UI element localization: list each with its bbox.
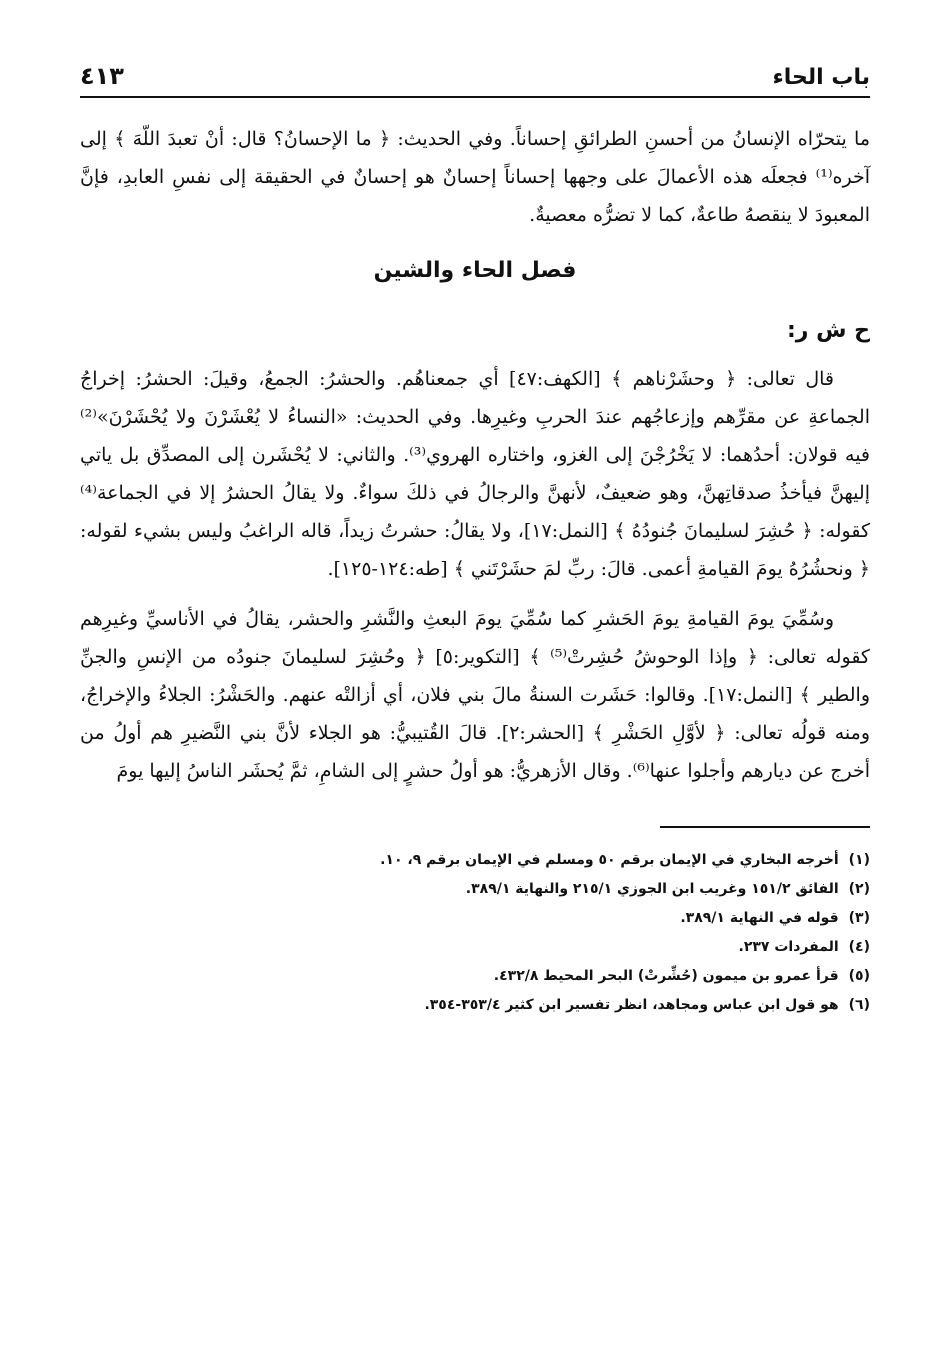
footnote-item	[80, 933, 870, 962]
page-header	[80, 40, 870, 98]
footnotes	[80, 846, 870, 1020]
footnote-item	[80, 846, 870, 875]
chapter-title: باب الحاء	[772, 65, 870, 90]
footnote-item	[80, 991, 870, 1020]
footnote-number: (٣)	[848, 910, 870, 926]
section-title: فصل الحاء والشين	[373, 258, 577, 283]
body-paragraph: وسُمِّيَ يومَ القيامةِ يومَ الحَشرِ كما سُمِّيَ يومَ البعثِ والنَّشرِ والحشر، يقالُ في الأناسيِّ وغيرِهم كقوله تعالى: ﴿ وإذا الوحوشُ حُشِرتْ⁽⁵⁾ ﴾ [التكوير:٥] ﴿ وحُشِرَ لسليمانَ جنودُه من الإنسِ والجنِّ والطير ﴾ [النمل:١٧]. وقالوا: حَشَرت السنةُ مالَ بني فلان، أي أزالتْه عنهم. والحَشْرُ: الجلاءُ والإخراجُ، ومنه قولُه تعالى: ﴿ لأوَّلِ الحَشْرِ ﴾ [الحشر:٢]. قالَ القُتيبيُّ: هو الجلاء لأنَّ بني النَّضيرِ هم أولُ من أخرج عن ديارهم وأجلوا عنها⁽⁶⁾. وقال الأزهريُّ: هو أولُ حشرٍ إلى الشامِ، ثمَّ يُحشَر الناسُ إليها يومَ	[80, 608, 871, 782]
footnote-number: (٤)	[848, 939, 870, 955]
footnote-divider	[660, 826, 870, 828]
footnote-item	[80, 962, 870, 991]
footnote-number: (١)	[848, 852, 870, 868]
footnote-text: هو قول ابن عباس ومجاهد، انظر تفسير ابن كثير ٣٥٣/٤-٣٥٤.	[424, 997, 839, 1013]
footnote-item	[80, 875, 870, 904]
footnote-text: قوله في النهاية ٣٨٩/١.	[680, 910, 839, 926]
body-paragraph: قال تعالى: ﴿ وحشَرْناهم ﴾ [الكهف:٤٧] أي جمعناهُم. والحشرُ: الجمعُ، وقيلَ: الحشرُ: إخراجُ الجماعةِ عن مقرِّهم وإزعاجُهم عندَ الحربِ وغيرِها. وفي الحديث: «النساءُ لا يُعْشَرْنَ ولا يُحْشَرْنَ»⁽²⁾ فيه قولان: أحدُهما: لا يَخْرُجْنَ إلى الغزو، واختاره الهروي⁽³⁾. والثاني: لا يُحْشَرن إلى المصدِّق بل ياتي إليهنَّ فيأخذُ صدقاتِهنَّ، وهو ضعيفٌ، لأنهنَّ والرجالُ في ذلكَ سواءٌ. ولا يقالُ الحشرُ إلا في الجماعة⁽⁴⁾ كقوله: ﴿ حُشِرَ لسليمانَ جُنودُهُ ﴾ [النمل:١٧]، ولا يقالُ: حشرتُ زيداً، قاله الراغبُ وليس بشيء لقوله: ﴿ ونحشُرُهُ يومَ القيامةِ أعمى. قالَ: ربِّ لمَ حشَرْتَني ﴾ [طه:١٢٤-١٢٥].	[80, 368, 871, 580]
page-body	[80, 120, 870, 790]
footnote-text: الفائق ١٥١/٢ وغريب ابن الجوزي ٢١٥/١ والنهاية ٣٨٩/١.	[465, 881, 839, 897]
page-number: ٤١٣	[80, 62, 124, 90]
footnote-number: (٢)	[848, 881, 870, 897]
footnote-text: قرأ عمرو بن ميمون (حُشِّرتْ) البحر المحيط ٤٣٢/٨.	[493, 968, 839, 984]
footnote-item	[80, 904, 870, 933]
root-heading: ح ش ر:	[787, 318, 870, 343]
intro-paragraph: ما يتحرّاه الإنسانُ من أحسنِ الطرائقِ إحساناً. وفي الحديث: ﴿ ما الإحسانُ؟ قال: أنْ تعبدَ اللّهَ ﴾ إلى آخره⁽¹⁾ فجعلَه هذه الأعمالَ على وجهها إحساناً إحسانٌ هو إحسانٌ في الحقيقة إلى نفسِ العابدِ، فإنَّ المعبودَ لا ينقصهُ طاعةٌ، كما لا تضرُّه معصيةٌ.	[80, 128, 870, 226]
book-page	[80, 40, 870, 1330]
footnote-text: المفردات ٢٣٧.	[738, 939, 839, 955]
footnote-number: (٥)	[848, 968, 870, 984]
footnote-text: أخرجه البخاري في الإيمان برقم ٥٠ ومسلم في الإيمان برقم ٩، ١٠.	[380, 852, 839, 868]
footnote-number: (٦)	[848, 997, 870, 1013]
